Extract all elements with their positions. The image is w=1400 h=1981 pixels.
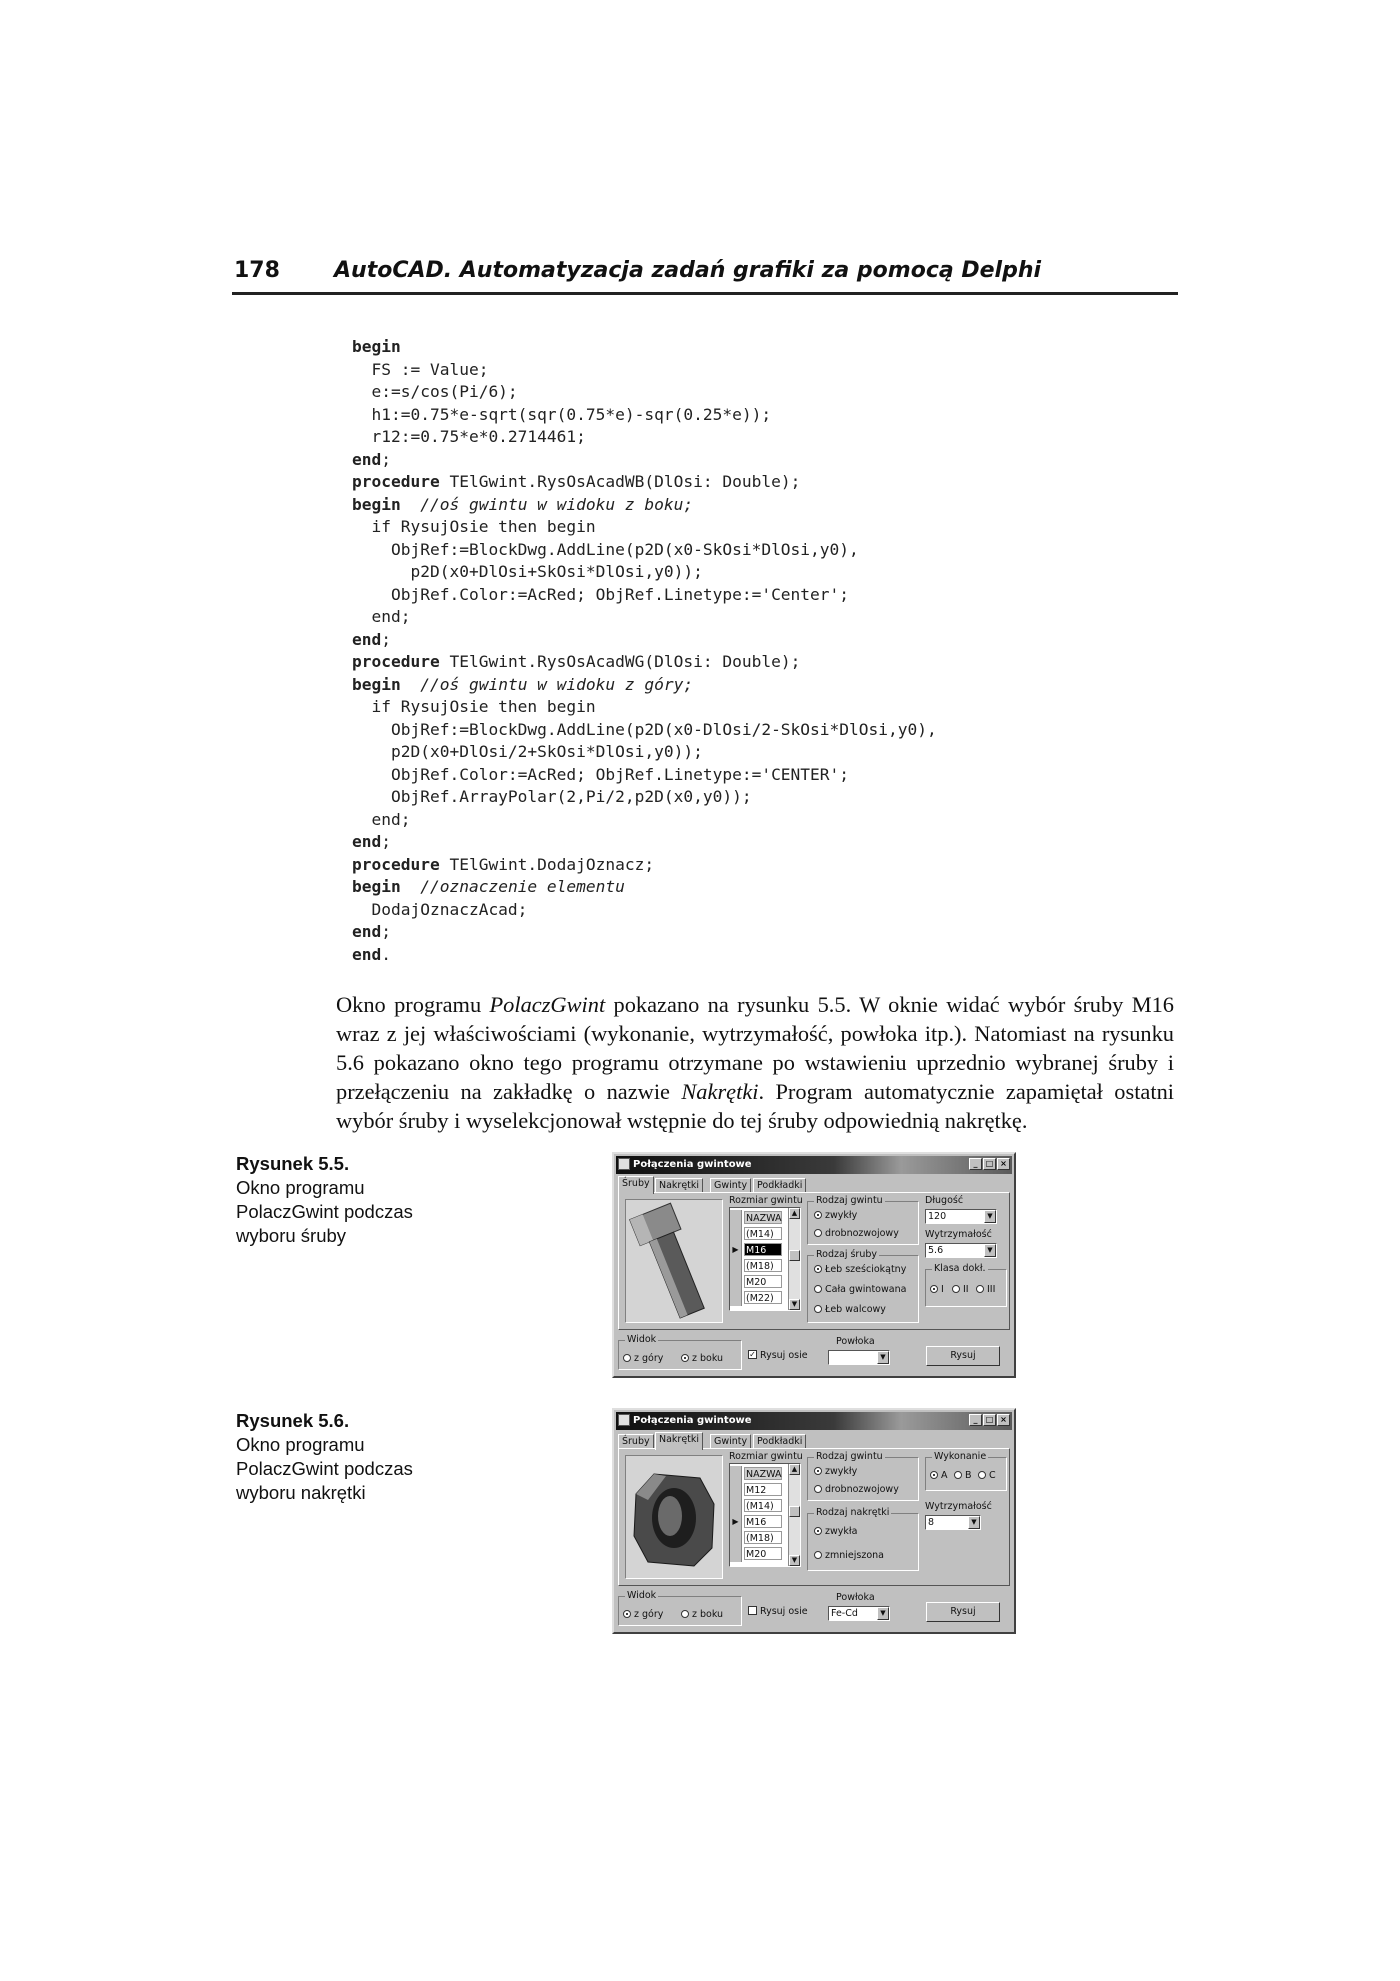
radio-class-3[interactable]: III bbox=[976, 1284, 995, 1296]
code-line: end; bbox=[352, 607, 411, 626]
figure-caption-5-5 bbox=[236, 1152, 466, 1248]
length-select[interactable]: 120 ▼ bbox=[925, 1209, 997, 1224]
list-scrollbar[interactable] bbox=[788, 1208, 800, 1310]
code-line: begin //oznaczenie elementu bbox=[352, 877, 625, 896]
group-title: Rodzaj gwintu bbox=[816, 1195, 883, 1206]
radio-exec-c[interactable]: C bbox=[978, 1470, 996, 1482]
radio-view-side[interactable]: z boku bbox=[681, 1353, 723, 1365]
code-line: p2D(x0+DlOsi/2+SkOsi*DlOsi,y0)); bbox=[352, 742, 703, 761]
strength-select[interactable]: 5.6 ▼ bbox=[925, 1243, 997, 1258]
scroll-up-icon[interactable]: ▲ bbox=[789, 1464, 800, 1475]
code-line: if RysujOsie then begin bbox=[352, 517, 596, 536]
code-line: e:=s/cos(Pi/6); bbox=[352, 382, 518, 401]
app-icon bbox=[618, 1414, 630, 1426]
view-group bbox=[618, 1590, 742, 1626]
radio-thread-normal[interactable]: zwykły bbox=[814, 1210, 857, 1222]
maximize-icon[interactable]: □ bbox=[983, 1414, 996, 1426]
radio-nut-normal[interactable]: zwykła bbox=[814, 1526, 857, 1538]
draw-button[interactable]: Rysuj bbox=[926, 1602, 1000, 1622]
dropdown-arrow-icon: ▼ bbox=[984, 1244, 996, 1257]
coating-label: Powłoka bbox=[836, 1336, 875, 1347]
dropdown-arrow-icon: ▼ bbox=[877, 1351, 889, 1364]
list-item[interactable]: (M22) bbox=[730, 1290, 800, 1306]
maximize-icon[interactable]: □ bbox=[983, 1158, 996, 1170]
code-line: r12:=0.75*e*0.2714461; bbox=[352, 427, 586, 446]
size-list[interactable] bbox=[729, 1207, 801, 1311]
nut-type-group bbox=[807, 1507, 919, 1571]
draw-button[interactable]: Rysuj bbox=[926, 1346, 1000, 1366]
figure-caption-5-6 bbox=[236, 1409, 466, 1505]
list-scrollbar[interactable] bbox=[788, 1464, 800, 1566]
code-line: begin //oś gwintu w widoku z boku; bbox=[352, 494, 694, 514]
radio-thread-fine[interactable]: drobnozwojowy bbox=[814, 1228, 899, 1240]
code-listing bbox=[352, 336, 1052, 966]
list-item[interactable]: M20 bbox=[730, 1546, 800, 1562]
group-title: Widok bbox=[627, 1590, 657, 1601]
running-title: AutoCAD. Automatyzacja zadań grafiki za pomocą Delphi bbox=[334, 258, 1042, 283]
close-icon[interactable]: × bbox=[997, 1158, 1010, 1170]
code-line: ObjRef.ArrayPolar(2,Pi/2,p2D(x0,y0)); bbox=[352, 787, 752, 806]
code-line: procedure TElGwint.RysOsAcadWB(DlOsi: Double); bbox=[352, 472, 801, 491]
list-item[interactable]: M20 bbox=[730, 1274, 800, 1290]
dropdown-arrow-icon: ▼ bbox=[984, 1210, 996, 1223]
tab-bolts[interactable]: Śruby bbox=[618, 1434, 654, 1449]
tab-bolts[interactable]: Śruby bbox=[618, 1176, 654, 1194]
view-group bbox=[618, 1334, 742, 1370]
tab-nuts[interactable]: Nakrętki bbox=[655, 1178, 703, 1193]
coating-select[interactable]: Fe-Cd ▼ bbox=[828, 1606, 890, 1621]
scroll-down-icon[interactable]: ▼ bbox=[789, 1299, 800, 1310]
caption-title: Rysunek 5.5. bbox=[236, 1153, 350, 1174]
code-line: p2D(x0+DlOsi+SkOsi*DlOsi,y0)); bbox=[352, 562, 703, 581]
list-item[interactable]: NAZWA bbox=[730, 1466, 800, 1482]
caption-title: Rysunek 5.6. bbox=[236, 1410, 350, 1431]
program-window-bolts bbox=[612, 1152, 1016, 1378]
code-line: DodajOznaczAcad; bbox=[352, 899, 528, 919]
program-window-nuts bbox=[612, 1408, 1016, 1634]
size-label: Rozmiar gwintu bbox=[729, 1195, 803, 1206]
radio-thread-fine[interactable]: drobnozwojowy bbox=[814, 1484, 899, 1496]
radio-view-side[interactable]: z boku bbox=[681, 1609, 723, 1621]
radio-class-1[interactable]: I bbox=[930, 1284, 944, 1296]
radio-cylinder-head[interactable]: Łeb walcowy bbox=[814, 1304, 886, 1316]
code-line: begin bbox=[352, 337, 401, 356]
code-line: end; bbox=[352, 832, 391, 851]
size-label: Rozmiar gwintu bbox=[729, 1451, 803, 1462]
tab-name: Nakrętki bbox=[681, 1079, 759, 1104]
list-item[interactable]: M12 bbox=[730, 1482, 800, 1498]
tab-washers[interactable]: Podkładki bbox=[753, 1178, 806, 1193]
length-label: Długość bbox=[925, 1195, 964, 1206]
radio-thread-normal[interactable]: zwykły bbox=[814, 1466, 857, 1478]
size-list[interactable] bbox=[729, 1463, 801, 1567]
scroll-up-icon[interactable]: ▲ bbox=[789, 1208, 800, 1219]
caption-text: Okno programu PolaczGwint podczas wyboru nakrętki bbox=[236, 1434, 413, 1503]
code-line: h1:=0.75*e-sqrt(sqr(0.75*e)-sqr(0.25*e)); bbox=[352, 404, 772, 424]
bolt-preview-image bbox=[625, 1199, 723, 1323]
list-item[interactable]: (M14) bbox=[730, 1498, 800, 1514]
body-paragraph bbox=[336, 990, 1174, 1135]
tab-threads[interactable]: Gwinty bbox=[710, 1434, 751, 1449]
radio-exec-b[interactable]: B bbox=[954, 1470, 972, 1482]
group-title: Rodzaj gwintu bbox=[816, 1451, 883, 1462]
tab-washers[interactable]: Podkładki bbox=[753, 1434, 806, 1449]
dropdown-arrow-icon: ▼ bbox=[877, 1607, 889, 1620]
code-line: end. bbox=[352, 944, 391, 964]
list-item[interactable]: NAZWA bbox=[730, 1210, 800, 1226]
strength-select[interactable]: 8 ▼ bbox=[925, 1515, 981, 1530]
code-line: ObjRef.Color:=AcRed; ObjRef.Linetype:='CENTER'; bbox=[352, 764, 850, 784]
code-line: procedure TElGwint.DodajOznacz; bbox=[352, 854, 655, 874]
page-number: 178 bbox=[234, 258, 280, 283]
coating-select[interactable] bbox=[828, 1350, 890, 1365]
execution-group bbox=[925, 1451, 1007, 1491]
draw-axes-checkbox[interactable]: ✓ Rysuj osie bbox=[749, 1350, 808, 1361]
scroll-thumb[interactable] bbox=[789, 1250, 800, 1261]
list-item[interactable]: ▶ M16 bbox=[730, 1514, 800, 1530]
code-line: ObjRef:=BlockDwg.AddLine(p2D(x0-SkOsi*DlOsi,y0), bbox=[352, 539, 859, 559]
scroll-thumb[interactable] bbox=[789, 1506, 800, 1517]
minimize-icon[interactable]: _ bbox=[969, 1158, 982, 1170]
radio-class-2[interactable]: II bbox=[952, 1284, 969, 1296]
page-header bbox=[232, 258, 1178, 295]
group-title: Klasa dokł. bbox=[934, 1263, 986, 1274]
code-line: FS := Value; bbox=[352, 359, 489, 379]
code-line: end; bbox=[352, 449, 391, 469]
strength-label: Wytrzymałość bbox=[925, 1229, 992, 1240]
radio-view-top[interactable]: z góry bbox=[623, 1353, 663, 1365]
strength-label: Wytrzymałość bbox=[925, 1501, 992, 1512]
draw-axes-checkbox[interactable]: Rysuj osie bbox=[748, 1606, 808, 1618]
close-icon[interactable]: × bbox=[997, 1414, 1010, 1426]
tab-threads[interactable]: Gwinty bbox=[710, 1178, 751, 1193]
bolt-type-group bbox=[807, 1249, 919, 1323]
code-line: end; bbox=[352, 629, 391, 649]
minimize-icon[interactable]: _ bbox=[969, 1414, 982, 1426]
thread-type-group bbox=[807, 1195, 919, 1245]
nut-preview-image bbox=[625, 1455, 723, 1579]
group-title: Widok bbox=[627, 1334, 657, 1345]
title-bar bbox=[616, 1412, 1012, 1430]
group-title: Wykonanie bbox=[934, 1451, 987, 1462]
code-line: end; bbox=[352, 922, 391, 941]
window-title: Połączenia gwintowe bbox=[633, 1415, 752, 1426]
list-item[interactable]: ▶ M16 bbox=[730, 1242, 800, 1258]
code-line: begin //oś gwintu w widoku z góry; bbox=[352, 674, 694, 694]
code-line: procedure TElGwint.RysOsAcadWG(DlOsi: Double); bbox=[352, 652, 801, 671]
radio-view-top[interactable]: z góry bbox=[623, 1609, 663, 1621]
program-name: PolaczGwint bbox=[489, 992, 606, 1017]
paragraph-text: . Program automatycznie zapamiętał ostatni wybór śruby i wyselekcjonował wstępnie do tej śruby odpowiednią nakrętkę. bbox=[336, 1079, 1174, 1133]
list-item[interactable]: (M14) bbox=[730, 1226, 800, 1242]
code-line: ObjRef.Color:=AcRed; ObjRef.Linetype:='Center'; bbox=[352, 584, 850, 604]
app-icon bbox=[618, 1158, 630, 1170]
list-item[interactable]: (M18) bbox=[730, 1258, 800, 1274]
paragraph-text: Okno programu bbox=[336, 992, 490, 1017]
radio-full-thread[interactable]: Cała gwintowana bbox=[814, 1284, 906, 1296]
radio-exec-a[interactable]: A bbox=[930, 1470, 948, 1482]
radio-nut-reduced[interactable]: zmniejszona bbox=[814, 1550, 884, 1562]
code-line: end; bbox=[352, 809, 411, 829]
radio-hex-head[interactable]: Łeb sześciokątny bbox=[814, 1264, 906, 1276]
group-title: Rodzaj śruby bbox=[816, 1249, 878, 1260]
caption-text: Okno programu PolaczGwint podczas wyboru śruby bbox=[236, 1177, 413, 1246]
paragraph-text: pokazano na rysunku 5.5. W oknie widać wybór śruby M16 wraz z jej właściwościami (wykonanie, wytrzymałość, powłoka itp.). Natomiast na rysunku 5.6 pokazano okno tego programu otrzymane po wstawieniu uprzednio wybranej śruby i przełączeniu na zakładkę o nazwie bbox=[336, 992, 1174, 1104]
list-item[interactable]: (M18) bbox=[730, 1530, 800, 1546]
accuracy-class-group bbox=[925, 1263, 1007, 1307]
dropdown-arrow-icon: ▼ bbox=[968, 1516, 980, 1529]
group-title: Rodzaj nakrętki bbox=[816, 1507, 890, 1518]
tab-nuts[interactable]: Nakrętki bbox=[655, 1432, 703, 1450]
code-line: if RysujOsie then begin bbox=[352, 697, 596, 716]
code-line: ObjRef:=BlockDwg.AddLine(p2D(x0-DlOsi/2-SkOsi*DlOsi,y0), bbox=[352, 719, 937, 739]
tab-panel bbox=[618, 1192, 1010, 1330]
tab-panel bbox=[618, 1448, 1010, 1586]
coating-label: Powłoka bbox=[836, 1592, 875, 1603]
thread-type-group bbox=[807, 1451, 919, 1501]
window-title: Połączenia gwintowe bbox=[633, 1159, 752, 1170]
scroll-down-icon[interactable]: ▼ bbox=[789, 1555, 800, 1566]
title-bar bbox=[616, 1156, 1012, 1174]
